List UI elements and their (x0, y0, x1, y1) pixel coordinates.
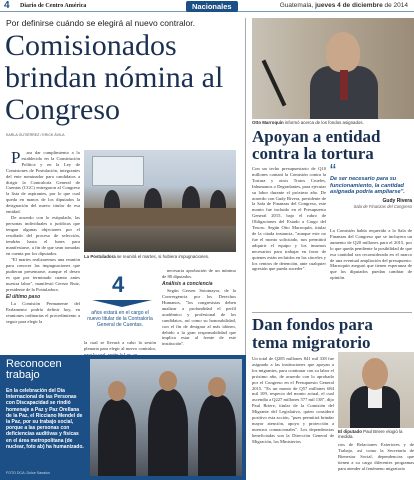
issue-date: Guatemala, jueves 4 de diciembre de 2014 (279, 2, 408, 9)
main-kicker: Por definirse cuándo se elegirá al nuevo contralor. (6, 18, 196, 28)
quote-role: Sala de Finanzas del Congreso (353, 203, 412, 209)
migratorio-body: Un total de Q285 millones 841 mil 338 fue asignado a las instituciones que apoyan a los migrantes, para continuar con su labor el próximo año, de acuerdo con lo aprobado por el Congreso en el Presupuesto General 2015. "Es un monto de Q57 millones 684 mil 109, respecto del monto actual, el cual ascendía a Q227 millones 577 mil 138", dijo Paul Briere, titular de la Comisión del Migrante del Legislativo, quien consideró positivo esta acción, "pues permitirá brindar mayor atención, apoyo y protección a nuestros connacionales". Los dependencias beneficiadas son la Dirección General de Migración, los Ministerios (252, 356, 334, 444)
main-para-1: P ara dar cumplimiento a lo establecido en la Constitución Política y en la Ley de Comisiones de Postulación, integrantes del ente nominador para candidatos a dirigir la Contraloría General de Cuentas (CGC) entregaron al Congreso la lista de aspirantes, por lo que cual queda en manos de los diputados la designación del nuevo titular de esa entidad. (6, 150, 80, 215)
fact-number: 4 (112, 272, 125, 297)
marroquin-caption: Otto Marroquín informó acerca de los fondos asignados. (252, 120, 364, 125)
subhead-analisis: Análisis a conciencia (162, 280, 213, 287)
feature-box (0, 355, 246, 480)
main-column-1 (6, 150, 80, 355)
feature-headline: Reconocen trabajo (6, 358, 62, 381)
fact-text: años estará en el cargo el nuevo titular de la Contraloría General de Cuentas. (87, 310, 153, 328)
tortura-body: Con un techo presupuestario de Q10 millones contará la Comisión contra la Tortura y otros Tratos Crueles, Inhumanos o Degradantes, para ejecutar su labor durante el próximo año. De acuerdo con Gudy Rivera, presidente de la Sala de Finanzas del Congreso, este monto fue incluido en el Presupuesto General 2015, bajo el rubro de Obligaciones del Estado a Cargo del Tesoro. Según Otto Marroquín, titular de la citada instancia, "aunque este no fue el monto solicitado, nos permitirá adquirir el equipo y los insumos necesarios para trabajar en favor de quienes están recluidos en las cárceles y los centros de detención, ante cualquier agresión que pueda suceder". (252, 166, 326, 272)
feature-body: En la celebración del Día Internacional de las Personas con Discapacidad se rindió homenaje a Paz y Paz Orellana de la Paz, el Ricciano Mendel de la Paz, por su trabajo social, porque a las personas con deficiencias auditivas y físicas en el área metropolitana (de nuclear, foto ab) ha humanizado. (6, 388, 84, 450)
quote-author: Gudy Rivera (382, 197, 412, 204)
postuladora-caption: La Postuladora se reunirá el martes, si hubiera impugnaciones. (84, 254, 210, 259)
main-para-3: "El martes realizaremos una reunión para conocer las impugnaciones que pudieran presentarse, aunque el deseo es que por terminado cuanto antes nuestra labor", manifestó Cerezo Ruiz, presidente de la Postuladora. (6, 257, 80, 292)
feature-photo (90, 359, 242, 476)
briere-caption: El diputado Paul Briere elogió la medida. (338, 429, 403, 440)
tortura-body-col2: La Comisión había requerido a la Sala de Finanzas del Congreso que se incluyera un aumento de Q20 millones para el 2015, por lo que queda pendiente la posibilidad de que esa cantidad sea reconsiderada en el marco de una eventual ampliación del presupuesto. Marroquín aseguró que tienen esperanza de que los diputados puedan cambiar de opinión. (330, 228, 412, 281)
byline: KARLA GUTIÉRREZ / ERICK ÁVILA (6, 133, 65, 137)
masthead: Diario de Centro América (20, 2, 87, 9)
quote-mark-icon: “ (330, 161, 336, 181)
feature-photo-credit: FOTO DCA: Dulce Sanalon (6, 471, 50, 475)
pull-quote (330, 161, 412, 209)
marroquin-photo (252, 18, 414, 119)
tortura-headline: Apoyan a entidad contra la tortura (252, 127, 381, 163)
fact-arrow (92, 300, 152, 307)
quote-text: De ser necesario para su funcionamiento, la cantidad asignada podría ampliarse". (330, 176, 405, 196)
main-para-2: De acuerdo con lo estipulado, las personas individuales o jurídicas que tengan algunas objeciones por el resultado del proceso de selección, tendrán hasta el lunes para manifestarse, a fin de que sean tomadas en cuenta por los diputados. (6, 215, 80, 256)
main-para-4: La Comisión Permanente del Parlamento podría definir hoy, en reuniones ordinarias el procedimiento a seguir para elegir la (6, 301, 80, 324)
postuladora-photo (84, 150, 236, 252)
migratorio-headline: Dan fondos para tema migratorio (252, 315, 373, 352)
briere-photo (338, 352, 414, 428)
section-label: Nacionales (186, 1, 238, 12)
page-number: 4 (4, 0, 10, 11)
main-headline: Comisionados brindan nómina al Congreso (5, 29, 224, 126)
migratorio-body-col2: rios de Relaciones Exteriores y de Trabajo, así como la Secretaría de Bienestar Social, dependencias que tienen a su cargo diferentes programas para atender al fenómeno migratorio (338, 442, 414, 471)
subhead-ultimo-paso: El último paso (6, 293, 41, 300)
story-divider (252, 312, 412, 313)
fact-box (84, 272, 154, 338)
main-column-2: necesaria aprobación de un mínimo de 80 diputados. Análisis a conciencia Según Gersen Sotomayor, de la Convergencia por los Derechos Humanos, "los congresistas deben analizar a profundidad el perfil académico y profesional de los candidatos, así como su honorabilidad, con el fin de designar al más idóneo, debido a la gran responsabilidad que implica estar al frente de este institución". (162, 268, 236, 347)
drop-cap: P (11, 150, 21, 167)
page-header (0, 0, 414, 12)
main-column-1-tail: la cual se llevará a cabo la sesión plenaria para elegir al nuevo contralor, (84, 340, 156, 351)
